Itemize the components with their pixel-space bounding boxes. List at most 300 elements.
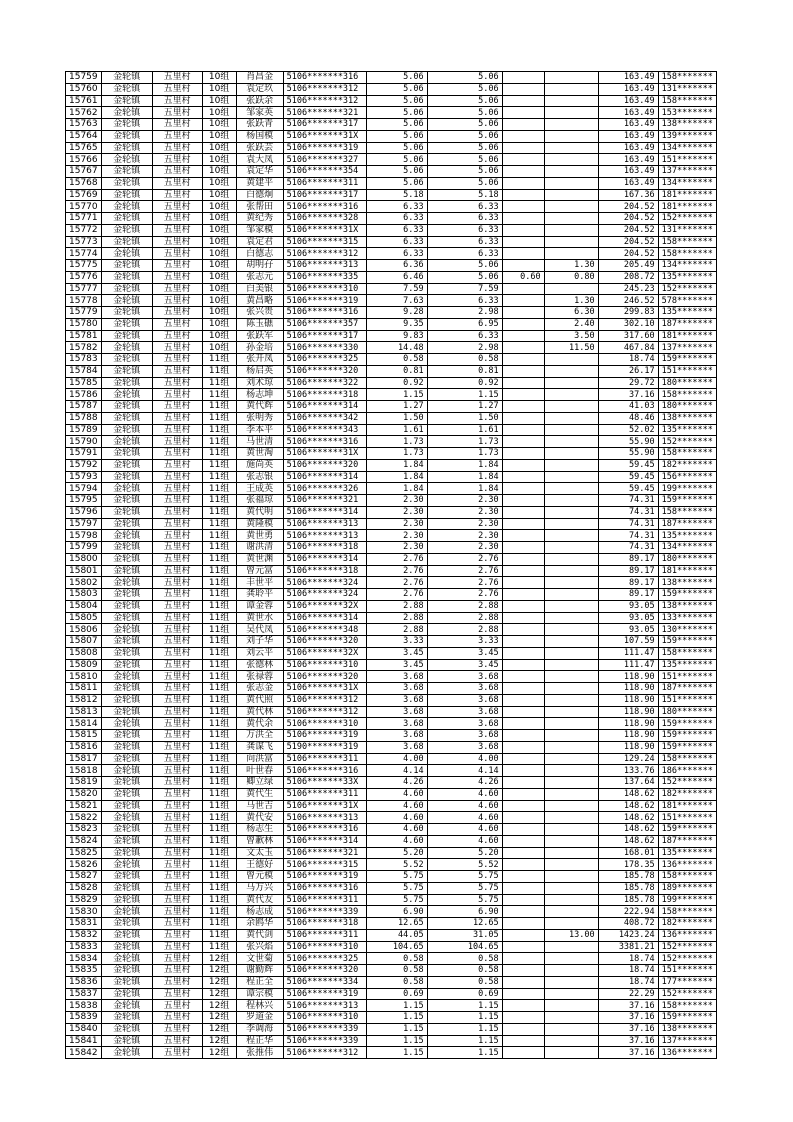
cell-phone: 158******* bbox=[658, 248, 716, 260]
cell-name: 叶世春 bbox=[236, 765, 283, 777]
table-row bbox=[66, 483, 717, 495]
cell-area-b bbox=[502, 518, 544, 530]
cell-group: 11组 bbox=[202, 777, 236, 789]
cell-group: 11组 bbox=[202, 788, 236, 800]
cell-area-c bbox=[544, 906, 598, 918]
cell-area-total: 5.18 bbox=[366, 189, 427, 201]
cell-name: 黄代林 bbox=[236, 706, 283, 718]
cell-id-number: 5106*******319 bbox=[283, 871, 366, 883]
cell-village: 五里村 bbox=[152, 224, 202, 236]
cell-area-total: 2.76 bbox=[366, 553, 427, 565]
cell-row-number: 15788 bbox=[66, 412, 102, 424]
cell-row-number: 15771 bbox=[66, 213, 102, 225]
cell-town: 金轮镇 bbox=[101, 471, 152, 483]
cell-id-number: 5106*******321 bbox=[283, 495, 366, 507]
cell-area-a: 6.33 bbox=[427, 201, 502, 213]
cell-id-number: 5106*******339 bbox=[283, 1035, 366, 1047]
cell-row-number: 15806 bbox=[66, 624, 102, 636]
cell-row-number: 15776 bbox=[66, 271, 102, 283]
cell-area-a: 2.88 bbox=[427, 624, 502, 636]
cell-area-total: 3.68 bbox=[366, 706, 427, 718]
cell-area-b bbox=[502, 177, 544, 189]
cell-area-b bbox=[502, 459, 544, 471]
cell-area-total: 3.68 bbox=[366, 683, 427, 695]
table-row bbox=[66, 177, 717, 189]
cell-name: 张兴焰 bbox=[236, 941, 283, 953]
cell-id-number: 5106*******317 bbox=[283, 330, 366, 342]
cell-area-a: 4.26 bbox=[427, 777, 502, 789]
table-row bbox=[66, 260, 717, 272]
table-row bbox=[66, 236, 717, 248]
cell-village: 五里村 bbox=[152, 1035, 202, 1047]
cell-phone: 159******* bbox=[658, 730, 716, 742]
cell-area-total: 3.68 bbox=[366, 741, 427, 753]
cell-row-number: 15839 bbox=[66, 1012, 102, 1024]
cell-name: 谢勤辉 bbox=[236, 965, 283, 977]
cell-village: 五里村 bbox=[152, 636, 202, 648]
cell-area-c bbox=[544, 213, 598, 225]
cell-village: 五里村 bbox=[152, 647, 202, 659]
cell-group: 11组 bbox=[202, 859, 236, 871]
table-row bbox=[66, 565, 717, 577]
cell-village: 五里村 bbox=[152, 577, 202, 589]
cell-phone: 158******* bbox=[658, 871, 716, 883]
cell-id-number: 5106*******312 bbox=[283, 248, 366, 260]
cell-area-a: 1.27 bbox=[427, 401, 502, 413]
cell-area-total: 5.20 bbox=[366, 847, 427, 859]
table-row bbox=[66, 542, 717, 554]
cell-amount: 1423.24 bbox=[598, 929, 658, 941]
cell-amount: 37.16 bbox=[598, 1012, 658, 1024]
cell-area-total: 0.81 bbox=[366, 365, 427, 377]
cell-area-total: 5.06 bbox=[366, 177, 427, 189]
cell-id-number: 5106*******310 bbox=[283, 1012, 366, 1024]
cell-area-a: 6.33 bbox=[427, 330, 502, 342]
cell-area-a: 1.15 bbox=[427, 389, 502, 401]
cell-town: 金轮镇 bbox=[101, 213, 152, 225]
cell-amount: 93.05 bbox=[598, 600, 658, 612]
cell-area-b bbox=[502, 130, 544, 142]
cell-area-c bbox=[544, 530, 598, 542]
cell-area-a: 2.88 bbox=[427, 612, 502, 624]
cell-name: 黄世渊 bbox=[236, 553, 283, 565]
cell-amount: 163.49 bbox=[598, 130, 658, 142]
cell-village: 五里村 bbox=[152, 683, 202, 695]
cell-phone: 153******* bbox=[658, 107, 716, 119]
cell-phone: 152******* bbox=[658, 941, 716, 953]
cell-group: 11组 bbox=[202, 800, 236, 812]
cell-town: 金轮镇 bbox=[101, 600, 152, 612]
cell-area-c: 1.30 bbox=[544, 260, 598, 272]
cell-row-number: 15777 bbox=[66, 283, 102, 295]
cell-area-total: 6.33 bbox=[366, 248, 427, 260]
cell-id-number: 5106*******313 bbox=[283, 518, 366, 530]
cell-amount: 185.78 bbox=[598, 894, 658, 906]
cell-id-number: 5106*******312 bbox=[283, 1047, 366, 1059]
table-row bbox=[66, 448, 717, 460]
cell-village: 五里村 bbox=[152, 189, 202, 201]
cell-group: 11组 bbox=[202, 824, 236, 836]
table-row bbox=[66, 824, 717, 836]
cell-area-a: 0.58 bbox=[427, 953, 502, 965]
cell-amount: 185.78 bbox=[598, 871, 658, 883]
cell-town: 金轮镇 bbox=[101, 730, 152, 742]
cell-area-c bbox=[544, 941, 598, 953]
cell-area-c bbox=[544, 659, 598, 671]
cell-area-c bbox=[544, 882, 598, 894]
cell-id-number: 5190*******319 bbox=[283, 741, 366, 753]
cell-name: 张志银 bbox=[236, 471, 283, 483]
cell-name: 杨志成 bbox=[236, 906, 283, 918]
cell-phone: 151******* bbox=[658, 965, 716, 977]
cell-area-b bbox=[502, 436, 544, 448]
cell-area-total: 3.45 bbox=[366, 659, 427, 671]
cell-area-c bbox=[544, 647, 598, 659]
cell-name: 黄世水 bbox=[236, 612, 283, 624]
cell-town: 金轮镇 bbox=[101, 659, 152, 671]
cell-row-number: 15780 bbox=[66, 318, 102, 330]
cell-area-b bbox=[502, 765, 544, 777]
cell-town: 金轮镇 bbox=[101, 565, 152, 577]
cell-name: 白美银 bbox=[236, 283, 283, 295]
cell-row-number: 15835 bbox=[66, 965, 102, 977]
cell-area-c bbox=[544, 354, 598, 366]
cell-village: 五里村 bbox=[152, 1047, 202, 1059]
cell-group: 10组 bbox=[202, 318, 236, 330]
cell-town: 金轮镇 bbox=[101, 119, 152, 131]
cell-group: 11组 bbox=[202, 459, 236, 471]
cell-area-c bbox=[544, 177, 598, 189]
cell-phone: 199******* bbox=[658, 894, 716, 906]
cell-amount: 204.52 bbox=[598, 236, 658, 248]
cell-area-b bbox=[502, 283, 544, 295]
cell-village: 五里村 bbox=[152, 483, 202, 495]
cell-area-a: 1.15 bbox=[427, 1012, 502, 1024]
cell-amount: 93.05 bbox=[598, 624, 658, 636]
table-row bbox=[66, 283, 717, 295]
cell-area-total: 2.88 bbox=[366, 624, 427, 636]
cell-area-c bbox=[544, 224, 598, 236]
cell-town: 金轮镇 bbox=[101, 706, 152, 718]
table-row bbox=[66, 72, 717, 84]
cell-row-number: 15842 bbox=[66, 1047, 102, 1059]
cell-town: 金轮镇 bbox=[101, 342, 152, 354]
cell-row-number: 15834 bbox=[66, 953, 102, 965]
cell-phone: 159******* bbox=[658, 1012, 716, 1024]
cell-area-a: 5.06 bbox=[427, 130, 502, 142]
cell-town: 金轮镇 bbox=[101, 882, 152, 894]
cell-area-a: 5.06 bbox=[427, 271, 502, 283]
cell-phone: 180******* bbox=[658, 401, 716, 413]
cell-group: 10组 bbox=[202, 295, 236, 307]
cell-phone: 130******* bbox=[658, 624, 716, 636]
cell-town: 金轮镇 bbox=[101, 365, 152, 377]
table-row bbox=[66, 530, 717, 542]
cell-name: 杨志坤 bbox=[236, 389, 283, 401]
cell-area-c: 2.40 bbox=[544, 318, 598, 330]
cell-area-total: 5.75 bbox=[366, 871, 427, 883]
cell-area-b bbox=[502, 965, 544, 977]
table-row bbox=[66, 224, 717, 236]
cell-group: 11组 bbox=[202, 436, 236, 448]
cell-amount: 118.90 bbox=[598, 706, 658, 718]
cell-name: 吴代凤 bbox=[236, 624, 283, 636]
cell-amount: 93.05 bbox=[598, 612, 658, 624]
cell-area-a: 6.95 bbox=[427, 318, 502, 330]
cell-amount: 118.90 bbox=[598, 718, 658, 730]
table-row bbox=[66, 307, 717, 319]
cell-amount: 408.72 bbox=[598, 918, 658, 930]
cell-village: 五里村 bbox=[152, 201, 202, 213]
cell-area-c bbox=[544, 1000, 598, 1012]
cell-area-b bbox=[502, 835, 544, 847]
cell-area-c bbox=[544, 694, 598, 706]
cell-id-number: 5106*******316 bbox=[283, 436, 366, 448]
cell-name: 施尚英 bbox=[236, 459, 283, 471]
table-row bbox=[66, 342, 717, 354]
cell-group: 10组 bbox=[202, 271, 236, 283]
cell-area-a: 5.06 bbox=[427, 260, 502, 272]
cell-id-number: 5106*******335 bbox=[283, 271, 366, 283]
cell-town: 金轮镇 bbox=[101, 612, 152, 624]
cell-name: 程林兴 bbox=[236, 1000, 283, 1012]
cell-village: 五里村 bbox=[152, 365, 202, 377]
cell-id-number: 5106*******312 bbox=[283, 706, 366, 718]
cell-area-c bbox=[544, 671, 598, 683]
cell-phone: 158******* bbox=[658, 506, 716, 518]
cell-area-total: 2.76 bbox=[366, 589, 427, 601]
cell-group: 11组 bbox=[202, 647, 236, 659]
cell-group: 11组 bbox=[202, 377, 236, 389]
cell-group: 10组 bbox=[202, 119, 236, 131]
cell-village: 五里村 bbox=[152, 918, 202, 930]
cell-area-b bbox=[502, 119, 544, 131]
cell-area-c bbox=[544, 894, 598, 906]
cell-group: 11组 bbox=[202, 612, 236, 624]
cell-area-c: 11.50 bbox=[544, 342, 598, 354]
cell-group: 11组 bbox=[202, 542, 236, 554]
cell-area-total: 6.33 bbox=[366, 224, 427, 236]
cell-town: 金轮镇 bbox=[101, 871, 152, 883]
cell-area-b bbox=[502, 154, 544, 166]
cell-name: 黄世淘 bbox=[236, 448, 283, 460]
cell-id-number: 5106*******319 bbox=[283, 295, 366, 307]
cell-area-b bbox=[502, 671, 544, 683]
cell-area-c bbox=[544, 565, 598, 577]
cell-group: 11组 bbox=[202, 365, 236, 377]
cell-phone: 158******* bbox=[658, 906, 716, 918]
cell-phone: 131******* bbox=[658, 83, 716, 95]
cell-row-number: 15813 bbox=[66, 706, 102, 718]
cell-area-b bbox=[502, 354, 544, 366]
cell-row-number: 15823 bbox=[66, 824, 102, 836]
cell-name: 杨启英 bbox=[236, 365, 283, 377]
cell-row-number: 15822 bbox=[66, 812, 102, 824]
cell-group: 12组 bbox=[202, 1035, 236, 1047]
cell-area-b bbox=[502, 471, 544, 483]
cell-amount: 163.49 bbox=[598, 107, 658, 119]
cell-row-number: 15762 bbox=[66, 107, 102, 119]
cell-area-c bbox=[544, 365, 598, 377]
cell-village: 五里村 bbox=[152, 72, 202, 84]
cell-area-b bbox=[502, 318, 544, 330]
cell-area-b bbox=[502, 847, 544, 859]
cell-area-a: 5.06 bbox=[427, 166, 502, 178]
cell-phone: 180******* bbox=[658, 706, 716, 718]
cell-village: 五里村 bbox=[152, 295, 202, 307]
cell-area-a: 6.33 bbox=[427, 236, 502, 248]
cell-group: 11组 bbox=[202, 506, 236, 518]
cell-area-a: 6.33 bbox=[427, 295, 502, 307]
cell-name: 程正全 bbox=[236, 976, 283, 988]
cell-phone: 134******* bbox=[658, 142, 716, 154]
cell-group: 10组 bbox=[202, 177, 236, 189]
cell-phone: 159******* bbox=[658, 495, 716, 507]
cell-area-b bbox=[502, 918, 544, 930]
cell-group: 10组 bbox=[202, 107, 236, 119]
cell-village: 五里村 bbox=[152, 248, 202, 260]
cell-town: 金轮镇 bbox=[101, 518, 152, 530]
cell-row-number: 15817 bbox=[66, 753, 102, 765]
cell-village: 五里村 bbox=[152, 777, 202, 789]
cell-name: 文世菊 bbox=[236, 953, 283, 965]
cell-id-number: 5106*******354 bbox=[283, 166, 366, 178]
cell-area-c bbox=[544, 412, 598, 424]
cell-phone: 138******* bbox=[658, 577, 716, 589]
cell-name: 张帮田 bbox=[236, 201, 283, 213]
cell-phone: 187******* bbox=[658, 683, 716, 695]
cell-area-b bbox=[502, 307, 544, 319]
cell-name: 邹家模 bbox=[236, 224, 283, 236]
cell-id-number: 5106*******310 bbox=[283, 718, 366, 730]
cell-town: 金轮镇 bbox=[101, 83, 152, 95]
cell-row-number: 15793 bbox=[66, 471, 102, 483]
cell-area-b: 0.60 bbox=[502, 271, 544, 283]
cell-area-total: 5.06 bbox=[366, 142, 427, 154]
cell-area-a: 1.84 bbox=[427, 459, 502, 471]
cell-id-number: 5106*******317 bbox=[283, 189, 366, 201]
cell-id-number: 5106*******31X bbox=[283, 683, 366, 695]
table-row bbox=[66, 777, 717, 789]
cell-row-number: 15783 bbox=[66, 354, 102, 366]
cell-name: 黄昌略 bbox=[236, 295, 283, 307]
cell-name: 胡明孖 bbox=[236, 260, 283, 272]
cell-amount: 185.78 bbox=[598, 882, 658, 894]
cell-town: 金轮镇 bbox=[101, 988, 152, 1000]
cell-name: 王德好 bbox=[236, 859, 283, 871]
cell-town: 金轮镇 bbox=[101, 260, 152, 272]
cell-town: 金轮镇 bbox=[101, 741, 152, 753]
cell-town: 金轮镇 bbox=[101, 976, 152, 988]
cell-name: 万洪全 bbox=[236, 730, 283, 742]
table-body bbox=[66, 72, 717, 1059]
cell-area-total: 1.73 bbox=[366, 448, 427, 460]
cell-area-a: 3.68 bbox=[427, 671, 502, 683]
cell-id-number: 5106*******315 bbox=[283, 859, 366, 871]
cell-name: 龚谋飞 bbox=[236, 741, 283, 753]
table-row bbox=[66, 671, 717, 683]
cell-area-b bbox=[502, 718, 544, 730]
cell-area-a: 4.60 bbox=[427, 788, 502, 800]
cell-area-a: 5.06 bbox=[427, 72, 502, 84]
cell-group: 11组 bbox=[202, 471, 236, 483]
cell-area-a: 5.18 bbox=[427, 189, 502, 201]
cell-area-b bbox=[502, 871, 544, 883]
cell-area-total: 5.06 bbox=[366, 130, 427, 142]
cell-area-a: 4.14 bbox=[427, 765, 502, 777]
table-row bbox=[66, 765, 717, 777]
cell-amount: 111.47 bbox=[598, 647, 658, 659]
cell-area-a: 5.75 bbox=[427, 871, 502, 883]
cell-village: 五里村 bbox=[152, 424, 202, 436]
cell-id-number: 5106*******31X bbox=[283, 800, 366, 812]
cell-id-number: 5106*******324 bbox=[283, 577, 366, 589]
cell-group: 11组 bbox=[202, 812, 236, 824]
cell-area-c bbox=[544, 401, 598, 413]
table-row bbox=[66, 624, 717, 636]
cell-phone: 152******* bbox=[658, 988, 716, 1000]
cell-group: 11组 bbox=[202, 871, 236, 883]
cell-area-a: 2.30 bbox=[427, 542, 502, 554]
table-row bbox=[66, 976, 717, 988]
cell-id-number: 5106*******310 bbox=[283, 659, 366, 671]
cell-area-total: 1.84 bbox=[366, 471, 427, 483]
cell-town: 金轮镇 bbox=[101, 812, 152, 824]
cell-town: 金轮镇 bbox=[101, 142, 152, 154]
cell-phone: 181******* bbox=[658, 800, 716, 812]
cell-area-total: 5.75 bbox=[366, 882, 427, 894]
cell-area-a: 5.52 bbox=[427, 859, 502, 871]
cell-phone: 158******* bbox=[658, 95, 716, 107]
table-row bbox=[66, 800, 717, 812]
cell-village: 五里村 bbox=[152, 166, 202, 178]
cell-name: 卿立绿 bbox=[236, 777, 283, 789]
cell-phone: 578******* bbox=[658, 295, 716, 307]
cell-id-number: 5106*******314 bbox=[283, 506, 366, 518]
cell-group: 12组 bbox=[202, 965, 236, 977]
cell-name: 马世清 bbox=[236, 436, 283, 448]
cell-area-c bbox=[544, 72, 598, 84]
table-row bbox=[66, 965, 717, 977]
cell-village: 五里村 bbox=[152, 506, 202, 518]
cell-phone: 152******* bbox=[658, 213, 716, 225]
cell-area-b bbox=[502, 365, 544, 377]
cell-area-c bbox=[544, 847, 598, 859]
cell-town: 金轮镇 bbox=[101, 1012, 152, 1024]
cell-phone: 152******* bbox=[658, 283, 716, 295]
cell-village: 五里村 bbox=[152, 107, 202, 119]
table-row bbox=[66, 1035, 717, 1047]
cell-group: 11组 bbox=[202, 671, 236, 683]
cell-row-number: 15791 bbox=[66, 448, 102, 460]
cell-area-b bbox=[502, 377, 544, 389]
cell-name: 张跃青 bbox=[236, 119, 283, 131]
cell-phone: 135******* bbox=[658, 424, 716, 436]
cell-group: 12组 bbox=[202, 1047, 236, 1059]
cell-area-a: 1.15 bbox=[427, 1035, 502, 1047]
cell-town: 金轮镇 bbox=[101, 459, 152, 471]
table-row bbox=[66, 589, 717, 601]
cell-phone: 158******* bbox=[658, 448, 716, 460]
cell-amount: 163.49 bbox=[598, 142, 658, 154]
cell-area-b bbox=[502, 894, 544, 906]
cell-group: 11组 bbox=[202, 589, 236, 601]
table-row bbox=[66, 577, 717, 589]
cell-village: 五里村 bbox=[152, 824, 202, 836]
cell-town: 金轮镇 bbox=[101, 307, 152, 319]
cell-village: 五里村 bbox=[152, 283, 202, 295]
cell-village: 五里村 bbox=[152, 1000, 202, 1012]
